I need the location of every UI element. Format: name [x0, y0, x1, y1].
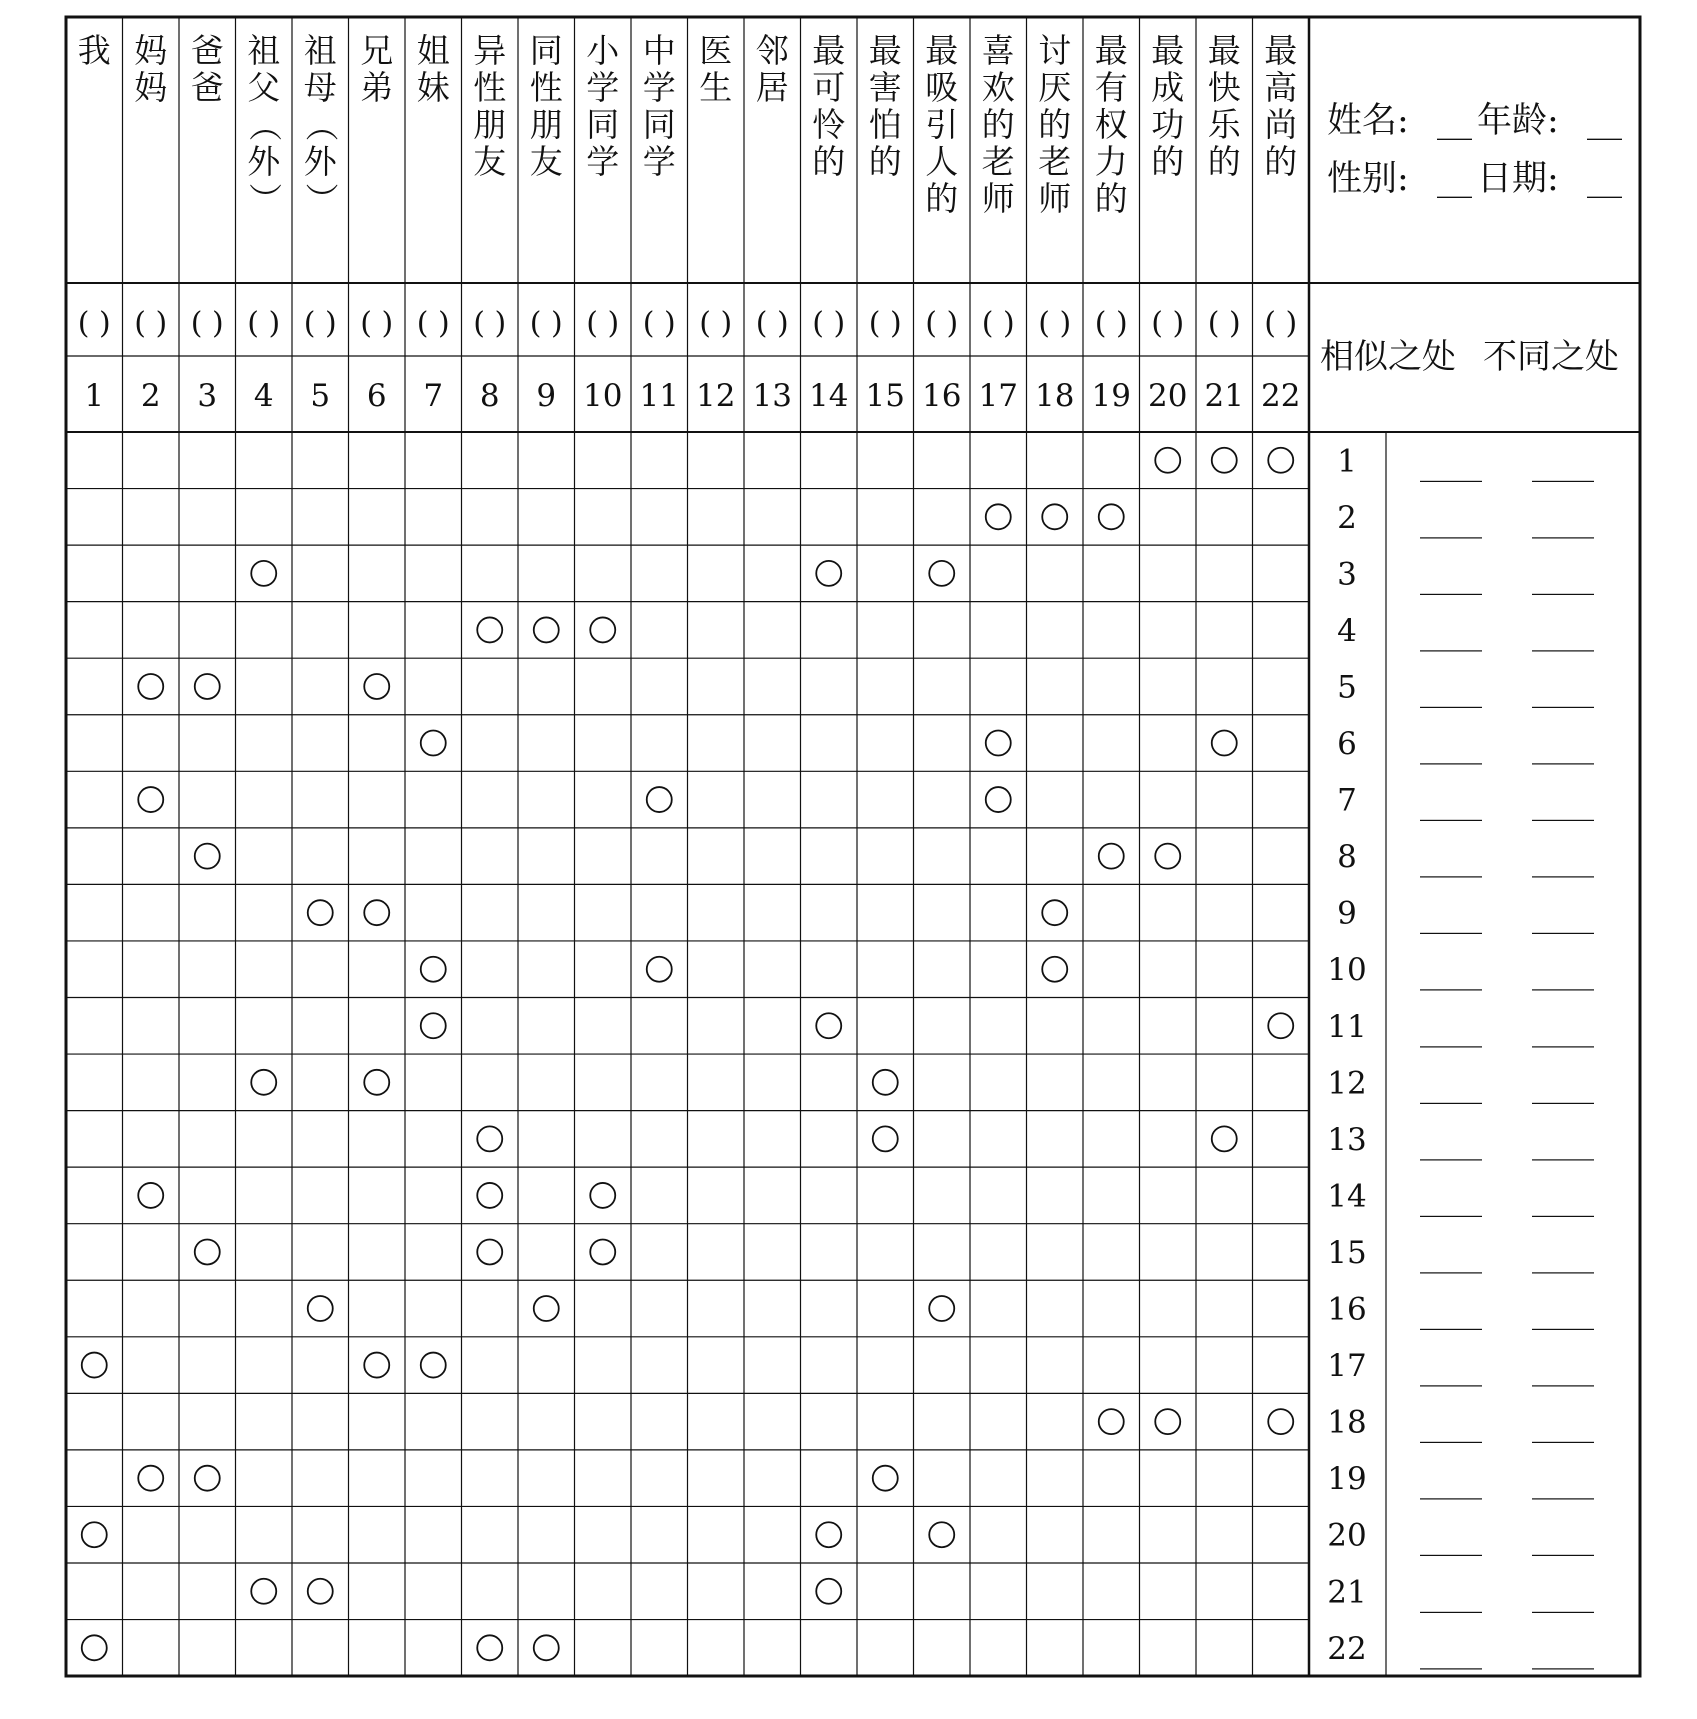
mark-circle	[251, 561, 276, 586]
mark-circle	[421, 731, 446, 756]
mark-circle	[647, 957, 672, 982]
mark-circle	[1042, 957, 1067, 982]
column-header-char: 高	[1264, 68, 1298, 107]
similar-blank[interactable]: ____	[1420, 1181, 1482, 1218]
mark-circle	[647, 787, 672, 812]
different-blank[interactable]: ____	[1532, 1633, 1594, 1670]
column-header-char: 祖	[247, 31, 281, 70]
column-number: 21	[1204, 378, 1244, 414]
similar-blank[interactable]: ____	[1420, 502, 1482, 539]
mark-circle	[195, 1466, 220, 1491]
selection-paren[interactable]: ( )	[1151, 306, 1185, 341]
different-blank[interactable]: ____	[1532, 842, 1594, 879]
similar-blank[interactable]: ____	[1420, 1407, 1482, 1444]
similar-blank[interactable]: ____	[1420, 1294, 1482, 1331]
different-blank[interactable]: ____	[1532, 1464, 1594, 1501]
column-header-char: 母	[303, 68, 337, 107]
column-header-char: 师	[981, 179, 1015, 218]
column-header-char: 姐	[416, 31, 450, 70]
column-header-char: 尚	[1264, 105, 1298, 144]
answer-blanks[interactable]	[1420, 446, 1595, 1670]
mark-circle	[816, 1579, 841, 1604]
column-header-char: 人	[925, 142, 959, 181]
column-header-char: 的	[1038, 105, 1072, 144]
mark-circle	[816, 1013, 841, 1038]
mark-circle	[534, 1635, 559, 1660]
column-header-char: 祖	[303, 31, 337, 70]
column-header-char: 师	[1038, 179, 1072, 218]
mark-circle	[138, 1183, 163, 1208]
mark-circle	[816, 561, 841, 586]
row-number: 15	[1327, 1234, 1367, 1271]
column-header-char: 同	[529, 31, 563, 70]
name-label: 姓名:	[1327, 101, 1409, 141]
mark-circle	[1268, 1409, 1293, 1434]
mark-circle	[534, 617, 559, 642]
column-number: 10	[583, 378, 623, 414]
selection-paren[interactable]: ( )	[1038, 306, 1072, 341]
similar-blank[interactable]: ____	[1420, 1237, 1482, 1274]
column-number: 22	[1261, 378, 1301, 414]
row-number: 20	[1327, 1517, 1367, 1554]
column-number: 15	[865, 378, 905, 414]
similar-blank[interactable]: ____	[1420, 955, 1482, 992]
different-blank[interactable]: ____	[1532, 1237, 1594, 1274]
row-number: 4	[1337, 612, 1357, 649]
column-header-char: 医	[699, 31, 733, 70]
column-header-char: 妹	[416, 68, 450, 107]
column-header-char: 厌	[1038, 68, 1072, 107]
selection-paren[interactable]: ( )	[416, 306, 450, 341]
selection-paren[interactable]: ( )	[190, 306, 224, 341]
mark-circle	[364, 674, 389, 699]
different-blank[interactable]: ____	[1532, 502, 1594, 539]
column-header-char: 兄	[360, 31, 394, 70]
mark-circle	[534, 1296, 559, 1321]
column-header-char: 吸	[925, 68, 959, 107]
column-header-char: 性	[473, 68, 507, 107]
column-header-char: 老	[1038, 142, 1072, 181]
column-header-char: 爸	[190, 68, 224, 107]
column-header-char: 外	[247, 142, 281, 181]
mark-circle	[364, 1353, 389, 1378]
column-header-char: 学	[642, 142, 676, 181]
similar-blank[interactable]: ____	[1420, 1011, 1482, 1048]
column-number: 17	[978, 378, 1018, 414]
similar-blank[interactable]: ____	[1420, 559, 1482, 596]
mark-circle	[1042, 504, 1067, 529]
column-number: 6	[366, 378, 387, 414]
mark-circle	[364, 1070, 389, 1095]
different-blank[interactable]: ____	[1532, 1294, 1594, 1331]
similar-blank[interactable]: ____	[1420, 446, 1482, 483]
mark-circle	[251, 1070, 276, 1095]
mark-circle	[195, 674, 220, 699]
similar-blank[interactable]: ____	[1420, 1577, 1482, 1614]
column-number: 12	[696, 378, 736, 414]
mark-circle	[477, 617, 502, 642]
similar-blank[interactable]: ____	[1420, 672, 1482, 709]
different-blank[interactable]: ____	[1532, 1577, 1594, 1614]
mark-circle	[308, 1296, 333, 1321]
mark-circle	[1099, 844, 1124, 869]
row-number: 2	[1337, 499, 1357, 536]
mark-circle	[421, 1013, 446, 1038]
column-header-char: 同	[642, 105, 676, 144]
different-blank[interactable]: ____	[1532, 615, 1594, 652]
mark-circle	[138, 674, 163, 699]
column-header-char: 的	[981, 105, 1015, 144]
different-blank[interactable]: ____	[1532, 1520, 1594, 1557]
mark-circle	[421, 1353, 446, 1378]
column-header-char: 生	[699, 68, 733, 107]
mark-circle	[1212, 1126, 1237, 1151]
column-header-char: 我	[77, 31, 111, 70]
row-number: 19	[1327, 1461, 1367, 1498]
column-header-char: 的	[925, 179, 959, 218]
column-header-char: ）	[301, 182, 341, 216]
selection-paren[interactable]: ( )	[473, 306, 507, 341]
column-header-char: 喜	[981, 31, 1015, 70]
mark-circle	[929, 1296, 954, 1321]
column-header-char: 讨	[1038, 31, 1072, 70]
mark-circle	[138, 1466, 163, 1491]
different-blank[interactable]: ____	[1532, 1181, 1594, 1218]
column-header-char: 的	[812, 142, 846, 181]
column-number: 11	[639, 378, 679, 414]
row-number: 14	[1327, 1178, 1367, 1215]
column-header-char: 最	[812, 31, 846, 70]
row-number: 11	[1327, 1008, 1367, 1045]
mark-circle	[308, 1579, 333, 1604]
column-header-char: 外	[303, 142, 337, 181]
gender-label: 性别:	[1327, 159, 1409, 199]
similar-blank[interactable]: ____	[1420, 1520, 1482, 1557]
grid-lines	[66, 17, 1640, 1676]
mark-circle	[421, 957, 446, 982]
column-number: 14	[809, 378, 849, 414]
column-header-char: 最	[1264, 31, 1298, 70]
mark-circle	[1155, 448, 1180, 473]
mark-circle	[364, 900, 389, 925]
column-header-char: 学	[586, 142, 620, 181]
column-header-char: 邻	[755, 31, 789, 70]
row-number: 5	[1337, 669, 1357, 706]
different-blank[interactable]: ____	[1532, 785, 1594, 822]
column-header-char: 妈	[134, 68, 168, 107]
age-label: 年龄:	[1477, 101, 1559, 141]
column-header-char: 成	[1151, 68, 1185, 107]
column-header-char: 引	[925, 105, 959, 144]
gender-blank[interactable]: __	[1437, 159, 1472, 199]
similar-blank[interactable]: ____	[1420, 729, 1482, 766]
mark-circle	[195, 844, 220, 869]
selection-paren[interactable]: ( )	[1094, 306, 1128, 341]
column-header-char: 中	[642, 31, 676, 70]
row-number: 9	[1337, 895, 1357, 932]
similar-header: 相似之处	[1320, 337, 1456, 377]
row-number: 12	[1327, 1065, 1367, 1102]
mark-circle	[82, 1522, 107, 1547]
column-number: 16	[922, 378, 962, 414]
column-header-char: 怕	[868, 105, 902, 144]
mark-circle	[477, 1635, 502, 1660]
different-blank[interactable]: ____	[1532, 672, 1594, 709]
column-header-char: 妈	[134, 31, 168, 70]
mark-circle	[308, 900, 333, 925]
column-header-char: 友	[473, 142, 507, 181]
column-header-char: 最	[1094, 31, 1128, 70]
similar-blank[interactable]: ____	[1420, 1124, 1482, 1161]
mark-circle	[1212, 731, 1237, 756]
mark-circle	[986, 787, 1011, 812]
row-numbers	[1327, 443, 1366, 1667]
different-header: 不同之处	[1483, 337, 1619, 377]
selection-paren[interactable]: ( )	[755, 306, 789, 341]
column-header-char: 爸	[190, 31, 224, 70]
column-header-char: 害	[868, 68, 902, 107]
date-label: 日期:	[1477, 159, 1559, 199]
different-blank[interactable]: ____	[1532, 729, 1594, 766]
mark-circle	[873, 1070, 898, 1095]
mark-circle	[251, 1579, 276, 1604]
selection-paren[interactable]: ( )	[981, 306, 1015, 341]
selection-paren[interactable]: ( )	[529, 306, 563, 341]
column-header-char: 老	[981, 142, 1015, 181]
column-header-char: 力	[1094, 142, 1128, 181]
column-header-char: 权	[1094, 105, 1128, 144]
mark-circle	[1099, 1409, 1124, 1434]
column-number: 1	[84, 378, 105, 414]
column-header-char: 的	[1151, 142, 1185, 181]
similar-blank[interactable]: ____	[1420, 785, 1482, 822]
column-number: 4	[253, 378, 274, 414]
column-header-char: 朋	[473, 105, 507, 144]
selection-paren[interactable]: ( )	[642, 306, 676, 341]
outer-border	[66, 17, 1640, 1676]
column-header-char: 学	[642, 68, 676, 107]
column-number: 9	[536, 378, 557, 414]
column-header-char: 欢	[981, 68, 1015, 107]
selection-paren[interactable]: ( )	[1264, 306, 1298, 341]
column-number: 20	[1148, 378, 1188, 414]
mark-circle	[477, 1183, 502, 1208]
row-number: 17	[1327, 1348, 1367, 1385]
row-number: 18	[1327, 1404, 1367, 1441]
row-number: 3	[1337, 556, 1357, 593]
selection-paren[interactable]: ( )	[360, 306, 394, 341]
mark-circle	[1268, 448, 1293, 473]
mark-circle	[986, 504, 1011, 529]
row-number: 21	[1327, 1574, 1367, 1611]
selection-paren[interactable]: ( )	[699, 306, 733, 341]
column-header-char: 学	[586, 68, 620, 107]
selection-paren[interactable]: ( )	[134, 306, 168, 341]
mark-circle	[929, 1522, 954, 1547]
different-blank[interactable]: ____	[1532, 898, 1594, 935]
mark-circle	[1099, 504, 1124, 529]
row-number: 6	[1337, 726, 1357, 763]
mark-circle	[477, 1239, 502, 1264]
row-number: 16	[1327, 1291, 1367, 1328]
age-blank[interactable]: __	[1587, 101, 1622, 141]
column-header-char: 有	[1094, 68, 1128, 107]
similar-blank[interactable]: ____	[1420, 1633, 1482, 1670]
column-number-row	[84, 378, 1300, 414]
similar-blank[interactable]: ____	[1420, 1068, 1482, 1105]
mark-circle	[590, 1183, 615, 1208]
different-blank[interactable]: ____	[1532, 1351, 1594, 1388]
column-header-char: 最	[925, 31, 959, 70]
row-number: 22	[1327, 1630, 1367, 1667]
column-header-char: 异	[473, 31, 507, 70]
similar-blank[interactable]: ____	[1420, 1351, 1482, 1388]
name-blank[interactable]: __	[1437, 101, 1472, 141]
mark-circle	[195, 1239, 220, 1264]
info-fields	[1320, 101, 1623, 377]
different-blank[interactable]: ____	[1532, 559, 1594, 596]
column-number: 13	[752, 378, 792, 414]
row-number: 10	[1327, 952, 1367, 989]
selection-paren[interactable]: ( )	[77, 306, 111, 341]
mark-circle	[816, 1522, 841, 1547]
mark-circle	[138, 787, 163, 812]
column-number: 18	[1035, 378, 1075, 414]
different-blank[interactable]: ____	[1532, 1124, 1594, 1161]
column-header-char: ）	[244, 182, 284, 216]
column-header-char: 功	[1151, 105, 1185, 144]
selection-paren[interactable]: ( )	[303, 306, 337, 341]
selection-paren[interactable]: ( )	[868, 306, 902, 341]
column-header-char: 父	[247, 68, 281, 107]
mark-circle	[1155, 1409, 1180, 1434]
row-number: 13	[1327, 1121, 1367, 1158]
column-header-char: 的	[1207, 142, 1241, 181]
mark-circle	[1042, 900, 1067, 925]
row-number: 1	[1337, 443, 1357, 480]
similar-blank[interactable]: ____	[1420, 1464, 1482, 1501]
mark-circle	[986, 731, 1011, 756]
column-number: 2	[140, 378, 161, 414]
mark-circle	[590, 617, 615, 642]
mark-circle	[1268, 1013, 1293, 1038]
column-header-char: 的	[1094, 179, 1128, 218]
mark-circle	[82, 1353, 107, 1378]
selection-paren[interactable]: ( )	[1207, 306, 1241, 341]
different-blank[interactable]: ____	[1532, 1068, 1594, 1105]
column-header-char: 的	[1264, 142, 1298, 181]
column-header-char: 最	[868, 31, 902, 70]
mark-circle	[1212, 448, 1237, 473]
column-header-char: 朋	[529, 105, 563, 144]
column-header-char: 的	[868, 142, 902, 181]
similar-blank[interactable]: ____	[1420, 898, 1482, 935]
different-blank[interactable]: ____	[1532, 1407, 1594, 1444]
column-header-char: 居	[755, 68, 789, 107]
mark-circle	[477, 1126, 502, 1151]
selection-paren[interactable]: ( )	[247, 306, 281, 341]
column-number: 5	[310, 378, 331, 414]
column-number: 3	[197, 378, 218, 414]
column-header-char: （	[244, 108, 284, 142]
column-header-char: 怜	[812, 105, 846, 144]
column-header-char: 友	[529, 142, 563, 181]
column-header-char: 同	[586, 105, 620, 144]
mark-circle	[929, 561, 954, 586]
column-header-char: 弟	[360, 68, 394, 107]
column-header-char: 可	[812, 68, 846, 107]
column-header-char: 最	[1207, 31, 1241, 70]
different-blank[interactable]: ____	[1532, 955, 1594, 992]
column-header-char: 快	[1207, 68, 1241, 107]
row-number: 7	[1337, 782, 1357, 819]
row-number: 8	[1337, 839, 1357, 876]
column-number: 19	[1091, 378, 1131, 414]
mark-circle	[590, 1239, 615, 1264]
selection-paren[interactable]: ( )	[586, 306, 620, 341]
column-header-char: 乐	[1207, 105, 1241, 144]
column-header-char: 最	[1151, 31, 1185, 70]
mark-circle	[873, 1466, 898, 1491]
column-header-char: （	[301, 108, 341, 142]
column-number: 8	[479, 378, 500, 414]
column-header-char: 性	[529, 68, 563, 107]
mark-circle	[873, 1126, 898, 1151]
mark-circle	[1155, 844, 1180, 869]
column-number: 7	[423, 378, 444, 414]
different-blank[interactable]: ____	[1532, 446, 1594, 483]
selection-paren[interactable]: ( )	[925, 306, 959, 341]
similar-blank[interactable]: ____	[1420, 615, 1482, 652]
different-blank[interactable]: ____	[1532, 1011, 1594, 1048]
similar-blank[interactable]: ____	[1420, 842, 1482, 879]
date-blank[interactable]: __	[1587, 159, 1622, 199]
mark-circle	[82, 1635, 107, 1660]
selection-paren[interactable]: ( )	[812, 306, 846, 341]
column-header-char: 小	[586, 31, 620, 70]
